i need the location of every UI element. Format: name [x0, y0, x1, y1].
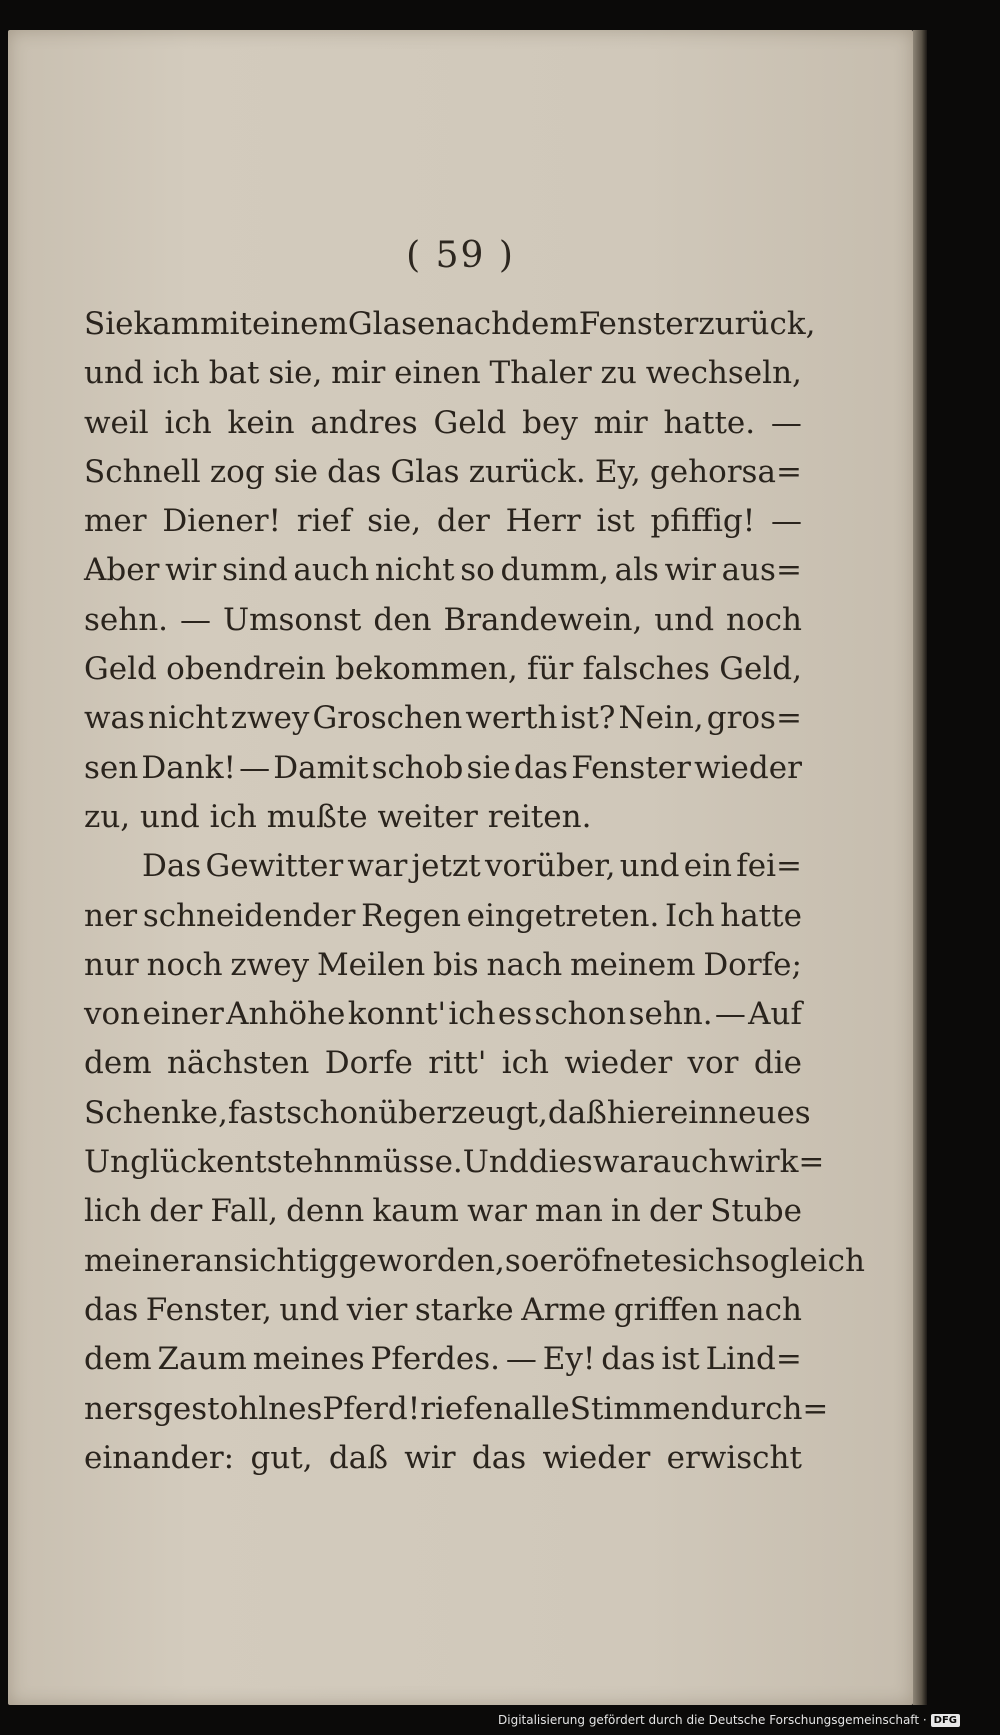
word: und — [279, 1291, 340, 1328]
text-line — [84, 1286, 802, 1335]
word: noch — [146, 946, 223, 983]
word: nicht — [374, 552, 455, 589]
word: vor — [687, 1045, 739, 1082]
text-line — [84, 1335, 802, 1384]
text-line — [84, 1138, 825, 1187]
word: ein — [683, 848, 732, 885]
word: überzeugt, — [378, 1094, 548, 1131]
word: ich — [164, 404, 212, 441]
word: Umsonst — [222, 601, 362, 638]
word: kaum — [372, 1193, 459, 1230]
word: Schnell — [84, 453, 201, 490]
word: fast — [227, 1094, 287, 1131]
word: Dank! — [141, 749, 236, 786]
word: nach — [726, 1291, 802, 1328]
page-number: ( 59 ) — [406, 235, 515, 276]
word: Diener! — [162, 503, 282, 540]
word: dies — [528, 1144, 593, 1181]
word: mir — [593, 404, 648, 441]
word: pfiffig! — [650, 503, 756, 540]
word: rief — [296, 503, 352, 540]
word: schon — [286, 1094, 379, 1131]
word: Auf — [748, 996, 802, 1033]
word: — — [714, 996, 746, 1033]
word: sogleich — [735, 1242, 865, 1279]
word: — — [770, 503, 802, 540]
word: und — [84, 355, 144, 392]
word: Schenke, — [84, 1094, 228, 1131]
word: müsse. — [353, 1144, 463, 1181]
word: Unglück — [84, 1144, 216, 1181]
word: und — [619, 848, 680, 885]
text-line — [84, 448, 802, 497]
word: bekommen, — [335, 651, 518, 688]
word: Zaum — [157, 1341, 247, 1378]
word: Dorfe — [324, 1045, 413, 1082]
text-line — [84, 892, 802, 941]
word: Ich — [664, 897, 715, 934]
word: ist — [596, 503, 635, 540]
word: starke — [414, 1291, 514, 1328]
word: mit — [200, 306, 252, 342]
text-line — [84, 1039, 802, 1088]
word: durch= — [710, 1390, 829, 1427]
word: einer — [142, 996, 224, 1033]
body-text — [84, 300, 865, 1483]
text-line — [84, 399, 802, 448]
word: vier — [346, 1291, 408, 1328]
word: entstehn — [215, 1144, 354, 1181]
word: so — [504, 1242, 540, 1279]
word: — — [180, 601, 211, 638]
word: dumm, — [500, 552, 609, 589]
word: Glas — [390, 453, 460, 490]
word: nach — [435, 306, 512, 342]
word: Geld, — [719, 651, 802, 688]
word: auch — [652, 1144, 729, 1181]
word: sie — [273, 453, 318, 490]
word: Dorfe; — [703, 946, 802, 983]
word: nächsten — [166, 1045, 310, 1082]
word: schneidender — [142, 897, 356, 934]
word: die — [753, 1045, 802, 1082]
text-line — [84, 694, 802, 743]
word: sie, — [367, 503, 422, 540]
word: zog — [209, 453, 265, 490]
digitization-credit — [498, 1713, 960, 1727]
word: Regen — [361, 897, 461, 934]
word: sich — [671, 1242, 735, 1279]
word: in — [610, 1193, 641, 1230]
word: Meilen — [316, 946, 426, 983]
word: schob — [371, 749, 464, 786]
word: geworden, — [338, 1242, 505, 1279]
word: Pferdes. — [370, 1341, 500, 1378]
word: sehn. — [628, 996, 713, 1033]
text-line — [84, 1237, 865, 1286]
word: Geld — [84, 651, 157, 688]
text-line — [84, 744, 802, 793]
word: lich — [84, 1193, 142, 1230]
word: auch — [293, 552, 370, 589]
word: — — [505, 1341, 537, 1378]
word: sie, — [268, 355, 323, 392]
word: fei= — [736, 848, 802, 885]
text-line — [84, 349, 802, 398]
word: war — [347, 848, 408, 885]
word: Thaler — [489, 355, 592, 392]
word: Glase — [347, 306, 436, 342]
word: Sie — [84, 306, 134, 342]
word: Lind= — [705, 1341, 802, 1378]
word: der — [648, 1193, 702, 1230]
word: Und — [462, 1144, 529, 1181]
word: vorüber, — [485, 848, 616, 885]
text-line — [84, 1187, 802, 1236]
word: Damit — [273, 749, 369, 786]
word: dem — [84, 1341, 152, 1378]
word: falsches — [582, 651, 710, 688]
word: zu — [600, 355, 637, 392]
word: daß — [547, 1094, 607, 1131]
text-line — [84, 497, 802, 546]
word: den — [373, 601, 432, 638]
word: gehorsa= — [649, 453, 802, 490]
word: von — [84, 996, 141, 1033]
word: Herr — [505, 503, 581, 540]
word: war — [467, 1193, 527, 1230]
word: wir — [664, 552, 716, 589]
word: Fenster, — [145, 1291, 272, 1328]
word: Groschen — [312, 700, 463, 737]
word: neues — [718, 1094, 811, 1131]
word: Fenster — [578, 306, 699, 342]
word: gestohlnes — [153, 1390, 323, 1427]
word: wir — [404, 1439, 456, 1476]
word: wieder — [564, 1045, 673, 1082]
word: das — [601, 1341, 656, 1378]
text-line — [84, 1385, 829, 1434]
word: alle — [513, 1390, 570, 1427]
word: Ey, — [594, 453, 641, 490]
word: weil — [84, 404, 149, 441]
text-line — [84, 1089, 811, 1138]
word: einander: — [84, 1439, 235, 1476]
word: meines — [252, 1341, 365, 1378]
word: Nein, — [618, 700, 704, 737]
word: Aber — [84, 552, 160, 589]
word: sind — [222, 552, 288, 589]
word: andres — [310, 404, 418, 441]
word: daß — [328, 1439, 388, 1476]
word: nur — [84, 946, 139, 983]
word: griffen — [613, 1291, 719, 1328]
word: — — [770, 404, 802, 441]
word: Das — [142, 848, 202, 885]
credit-text: Digitalisierung gefördert durch die Deutsche Forschungsgemeinschaft · — [498, 1713, 927, 1727]
word: nicht — [147, 700, 228, 737]
word: riefen — [420, 1390, 514, 1427]
word: konnt' — [347, 996, 447, 1033]
word: das — [471, 1439, 527, 1476]
word: ner — [84, 897, 138, 934]
dfg-logo: DFG — [931, 1714, 960, 1727]
text-line — [84, 990, 802, 1039]
word: ritt' — [428, 1045, 487, 1082]
word: dem — [84, 1045, 152, 1082]
word: Stimmen — [569, 1390, 711, 1427]
word: eröfnete — [539, 1242, 672, 1279]
word: wechseln, — [645, 355, 802, 392]
word: hatte — [720, 897, 802, 934]
word: man — [535, 1193, 603, 1230]
word: Anhöhe — [226, 996, 346, 1033]
word: wir — [165, 552, 217, 589]
text-line — [84, 596, 802, 645]
word: kam — [133, 306, 201, 342]
word: noch — [726, 601, 802, 638]
word: für — [527, 651, 574, 688]
word: mer — [84, 503, 147, 540]
word: aus= — [721, 552, 802, 589]
word: was — [84, 700, 145, 737]
text-line — [84, 300, 816, 349]
word: gut, — [250, 1439, 313, 1476]
word: eingetreten. — [466, 897, 660, 934]
word: und — [654, 601, 715, 638]
word: ist? — [560, 700, 616, 737]
word: ich — [152, 355, 200, 392]
word: — — [239, 749, 271, 786]
word: der — [436, 503, 490, 540]
word: so — [460, 552, 495, 589]
word: zurück, — [698, 306, 816, 342]
word: wieder — [542, 1439, 651, 1476]
word: ners — [84, 1390, 154, 1427]
word: wirk= — [728, 1144, 825, 1181]
word: Fenster — [571, 749, 691, 786]
word: gros= — [706, 700, 802, 737]
word: Arme — [521, 1291, 607, 1328]
word: Pferd! — [322, 1390, 421, 1427]
word: Geld — [433, 404, 507, 441]
word: zurück. — [468, 453, 586, 490]
word: Stube — [710, 1193, 802, 1230]
word: bey — [522, 404, 578, 441]
word: war — [592, 1144, 653, 1181]
text-line — [84, 546, 802, 595]
word: jetzt — [411, 848, 481, 885]
paragraph-end-line: zu, und ich mußte weiter reiten. — [84, 798, 592, 835]
text-line — [84, 645, 802, 694]
word: ansichtig — [194, 1242, 339, 1279]
word: der — [149, 1193, 203, 1230]
word: werth — [465, 700, 558, 737]
word: hatte. — [663, 404, 756, 441]
word: sen — [84, 749, 139, 786]
word: denn — [286, 1193, 365, 1230]
word: zwey — [230, 946, 310, 983]
page-edge — [913, 30, 927, 1705]
word: hier — [606, 1094, 670, 1131]
word: Gewitter — [205, 848, 344, 885]
word: mir — [331, 355, 386, 392]
word: schon — [534, 996, 627, 1033]
word: das — [513, 749, 569, 786]
word: ist — [661, 1341, 700, 1378]
word: wieder — [694, 749, 802, 786]
word: einem — [251, 306, 348, 342]
word: bis — [433, 946, 479, 983]
word: sehn. — [84, 601, 169, 638]
word: meiner — [84, 1242, 195, 1279]
word: ich — [448, 996, 496, 1033]
word: das — [84, 1291, 139, 1328]
word: ich — [501, 1045, 549, 1082]
word: es — [497, 996, 533, 1033]
word: das — [327, 453, 382, 490]
word: Fall, — [210, 1193, 278, 1230]
word: Brandewein, — [443, 601, 643, 638]
word: ein — [669, 1094, 719, 1131]
word: sie — [466, 749, 511, 786]
word: obendrein — [166, 651, 326, 688]
word: als — [614, 552, 659, 589]
word: zwey — [230, 700, 310, 737]
paragraph-start-line — [84, 842, 802, 891]
word: nach — [486, 946, 563, 983]
text-line — [84, 941, 802, 990]
word: einen — [394, 355, 481, 392]
word: Ey! — [542, 1341, 596, 1378]
word: erwischt — [666, 1439, 802, 1476]
word: kein — [227, 404, 295, 441]
word: bat — [208, 355, 260, 392]
text-line — [84, 1434, 802, 1483]
word: meinem — [570, 946, 696, 983]
word: dem — [511, 306, 579, 342]
book-page — [8, 30, 913, 1705]
